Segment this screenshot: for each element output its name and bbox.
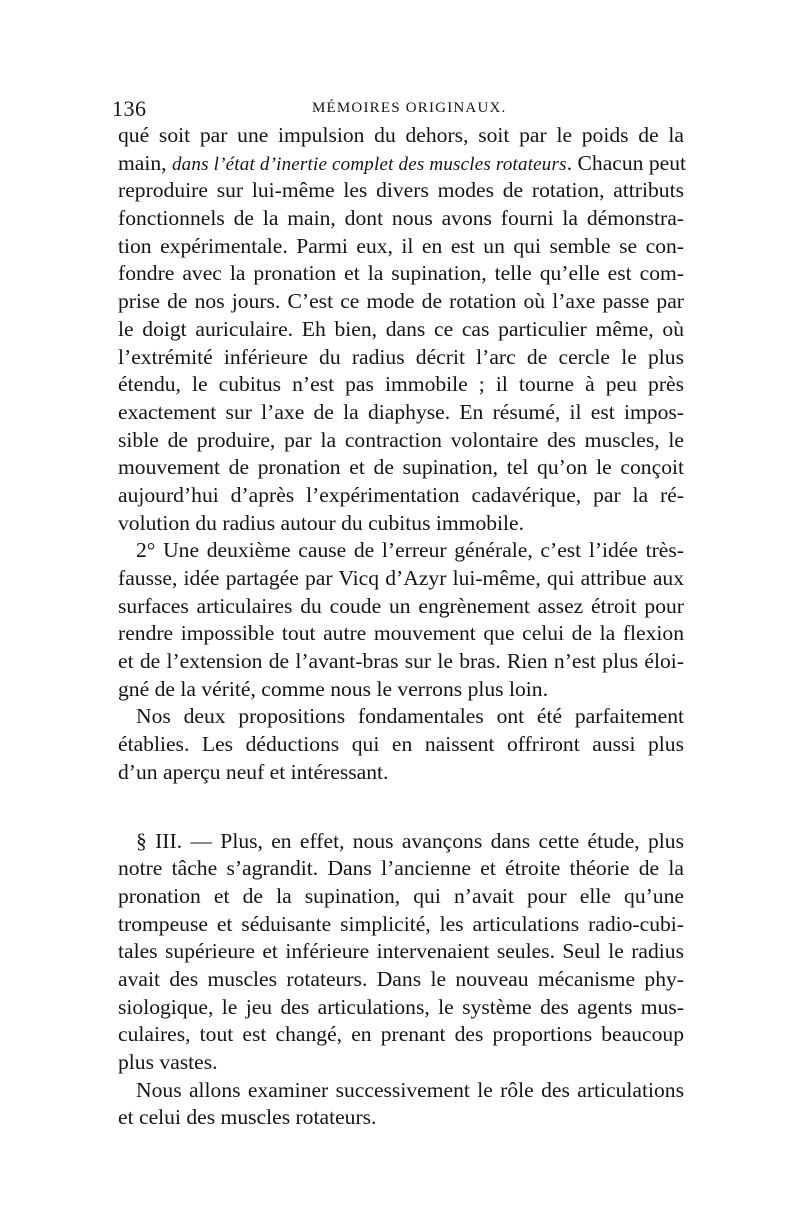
section-gap <box>118 787 684 828</box>
text-line: étendu, le cubitus n’est pas immobile ; il tourne à peu près <box>118 372 684 397</box>
text-line: établies. Les déductions qui en naissent offriront aussi plus <box>118 732 684 757</box>
text-line: volution du radius autour du cubitus immobile. <box>118 510 525 535</box>
text-line: le doigt auriculaire. Eh bien, dans ce cas particulier même, où <box>118 316 684 341</box>
paragraph <box>118 1077 684 1132</box>
text-line: d’un aperçu neuf et intéressant. <box>118 759 389 784</box>
page-number: 136 <box>112 96 147 121</box>
section-paragraph <box>118 828 684 1077</box>
text-line: avait des muscles rotateurs. Dans le nouveau mécanisme phy- <box>118 966 684 991</box>
text-line: rendre impossible tout autre mouvement que celui de la flexion <box>118 621 684 646</box>
running-head: MÉMOIRES ORIGINAUX. <box>312 100 507 116</box>
text-line: fonctionnels de la main, dont nous avons fourni la démonstra- <box>118 206 684 231</box>
text-line: fausse, idée partagée par Vicq d’Azyr lui-même, qui attribue aux <box>118 566 684 590</box>
text-line: trompeuse et séduisante simplicité, les articulations radio-cubi- <box>118 911 684 936</box>
text-line: Nous allons examiner successivement le rôle des articulations <box>136 1077 684 1102</box>
text-line: aujourd’hui d’après l’expérimentation cadavérique, par la ré- <box>118 482 684 507</box>
page-header <box>112 96 690 122</box>
text-line: reproduire sur lui-même les divers modes de rotation, attributs <box>118 178 684 203</box>
text-fragment: . Chacun peut <box>566 150 687 175</box>
text-line: qué soit par une impulsion du dehors, soit par le poids de la <box>118 123 684 147</box>
text-line: plus vastes. <box>118 1050 218 1074</box>
text-line: notre tâche s’agrandit. Dans l’ancienne et étroite théorie de la <box>118 856 684 881</box>
paragraph <box>118 703 684 786</box>
text-line: § III. — Plus, en effet, nous avançons dans cette étude, plus <box>136 828 684 853</box>
text-line: prise de nos jours. C’est ce mode de rotation où l’axe passe par <box>118 289 684 314</box>
text-line: tales supérieure et inférieure intervenaient seules. Seul le radius <box>118 939 684 964</box>
text-line: fondre avec la pronation et la supination, telle qu’elle est com- <box>118 261 684 286</box>
text-line: surfaces articulaires du coude un engrènement assez étroit pour <box>118 593 684 618</box>
italic-phrase: dans l’état d’inertie complet des muscles rotateurs <box>171 153 567 175</box>
text-line <box>118 150 687 178</box>
paragraph-continued <box>118 122 687 537</box>
paragraph <box>118 537 684 703</box>
text-line: 2° Une deuxième cause de l’erreur générale, c’est l’idée très- <box>136 538 684 563</box>
text-line: exactement sur l’axe de la diaphyse. En résumé, il est impos- <box>118 399 684 424</box>
text-line: et de l’extension de l’avant-bras sur le bras. Rien n’est plus éloi- <box>118 649 684 674</box>
text-line: tion expérimentale. Parmi eux, il en est un qui semble se con- <box>118 233 684 258</box>
text-line: et celui des muscles rotateurs. <box>118 1105 377 1130</box>
text-line: pronation et de la supination, qui n’avait pour elle qu’une <box>118 883 684 908</box>
text-line: culaires, tout est changé, en prenant des proportions beaucoup <box>118 1022 684 1047</box>
text-line: sible de produire, par la contraction volontaire des muscles, le <box>118 427 684 452</box>
text-line: siologique, le jeu des articulations, le système des agents mus- <box>118 994 684 1019</box>
text-line: gné de la vérité, comme nous le verrons plus loin. <box>118 676 548 701</box>
text-line: mouvement de pronation et de supination, tel qu’on le conçoit <box>118 455 684 480</box>
text-line: l’extrémité inférieure du radius décrit l’arc de cercle le plus <box>118 344 684 369</box>
text-fragment: main, <box>118 150 172 175</box>
text-line: Nos deux propositions fondamentales ont été parfaitement <box>136 704 684 729</box>
body-text <box>118 122 687 1132</box>
